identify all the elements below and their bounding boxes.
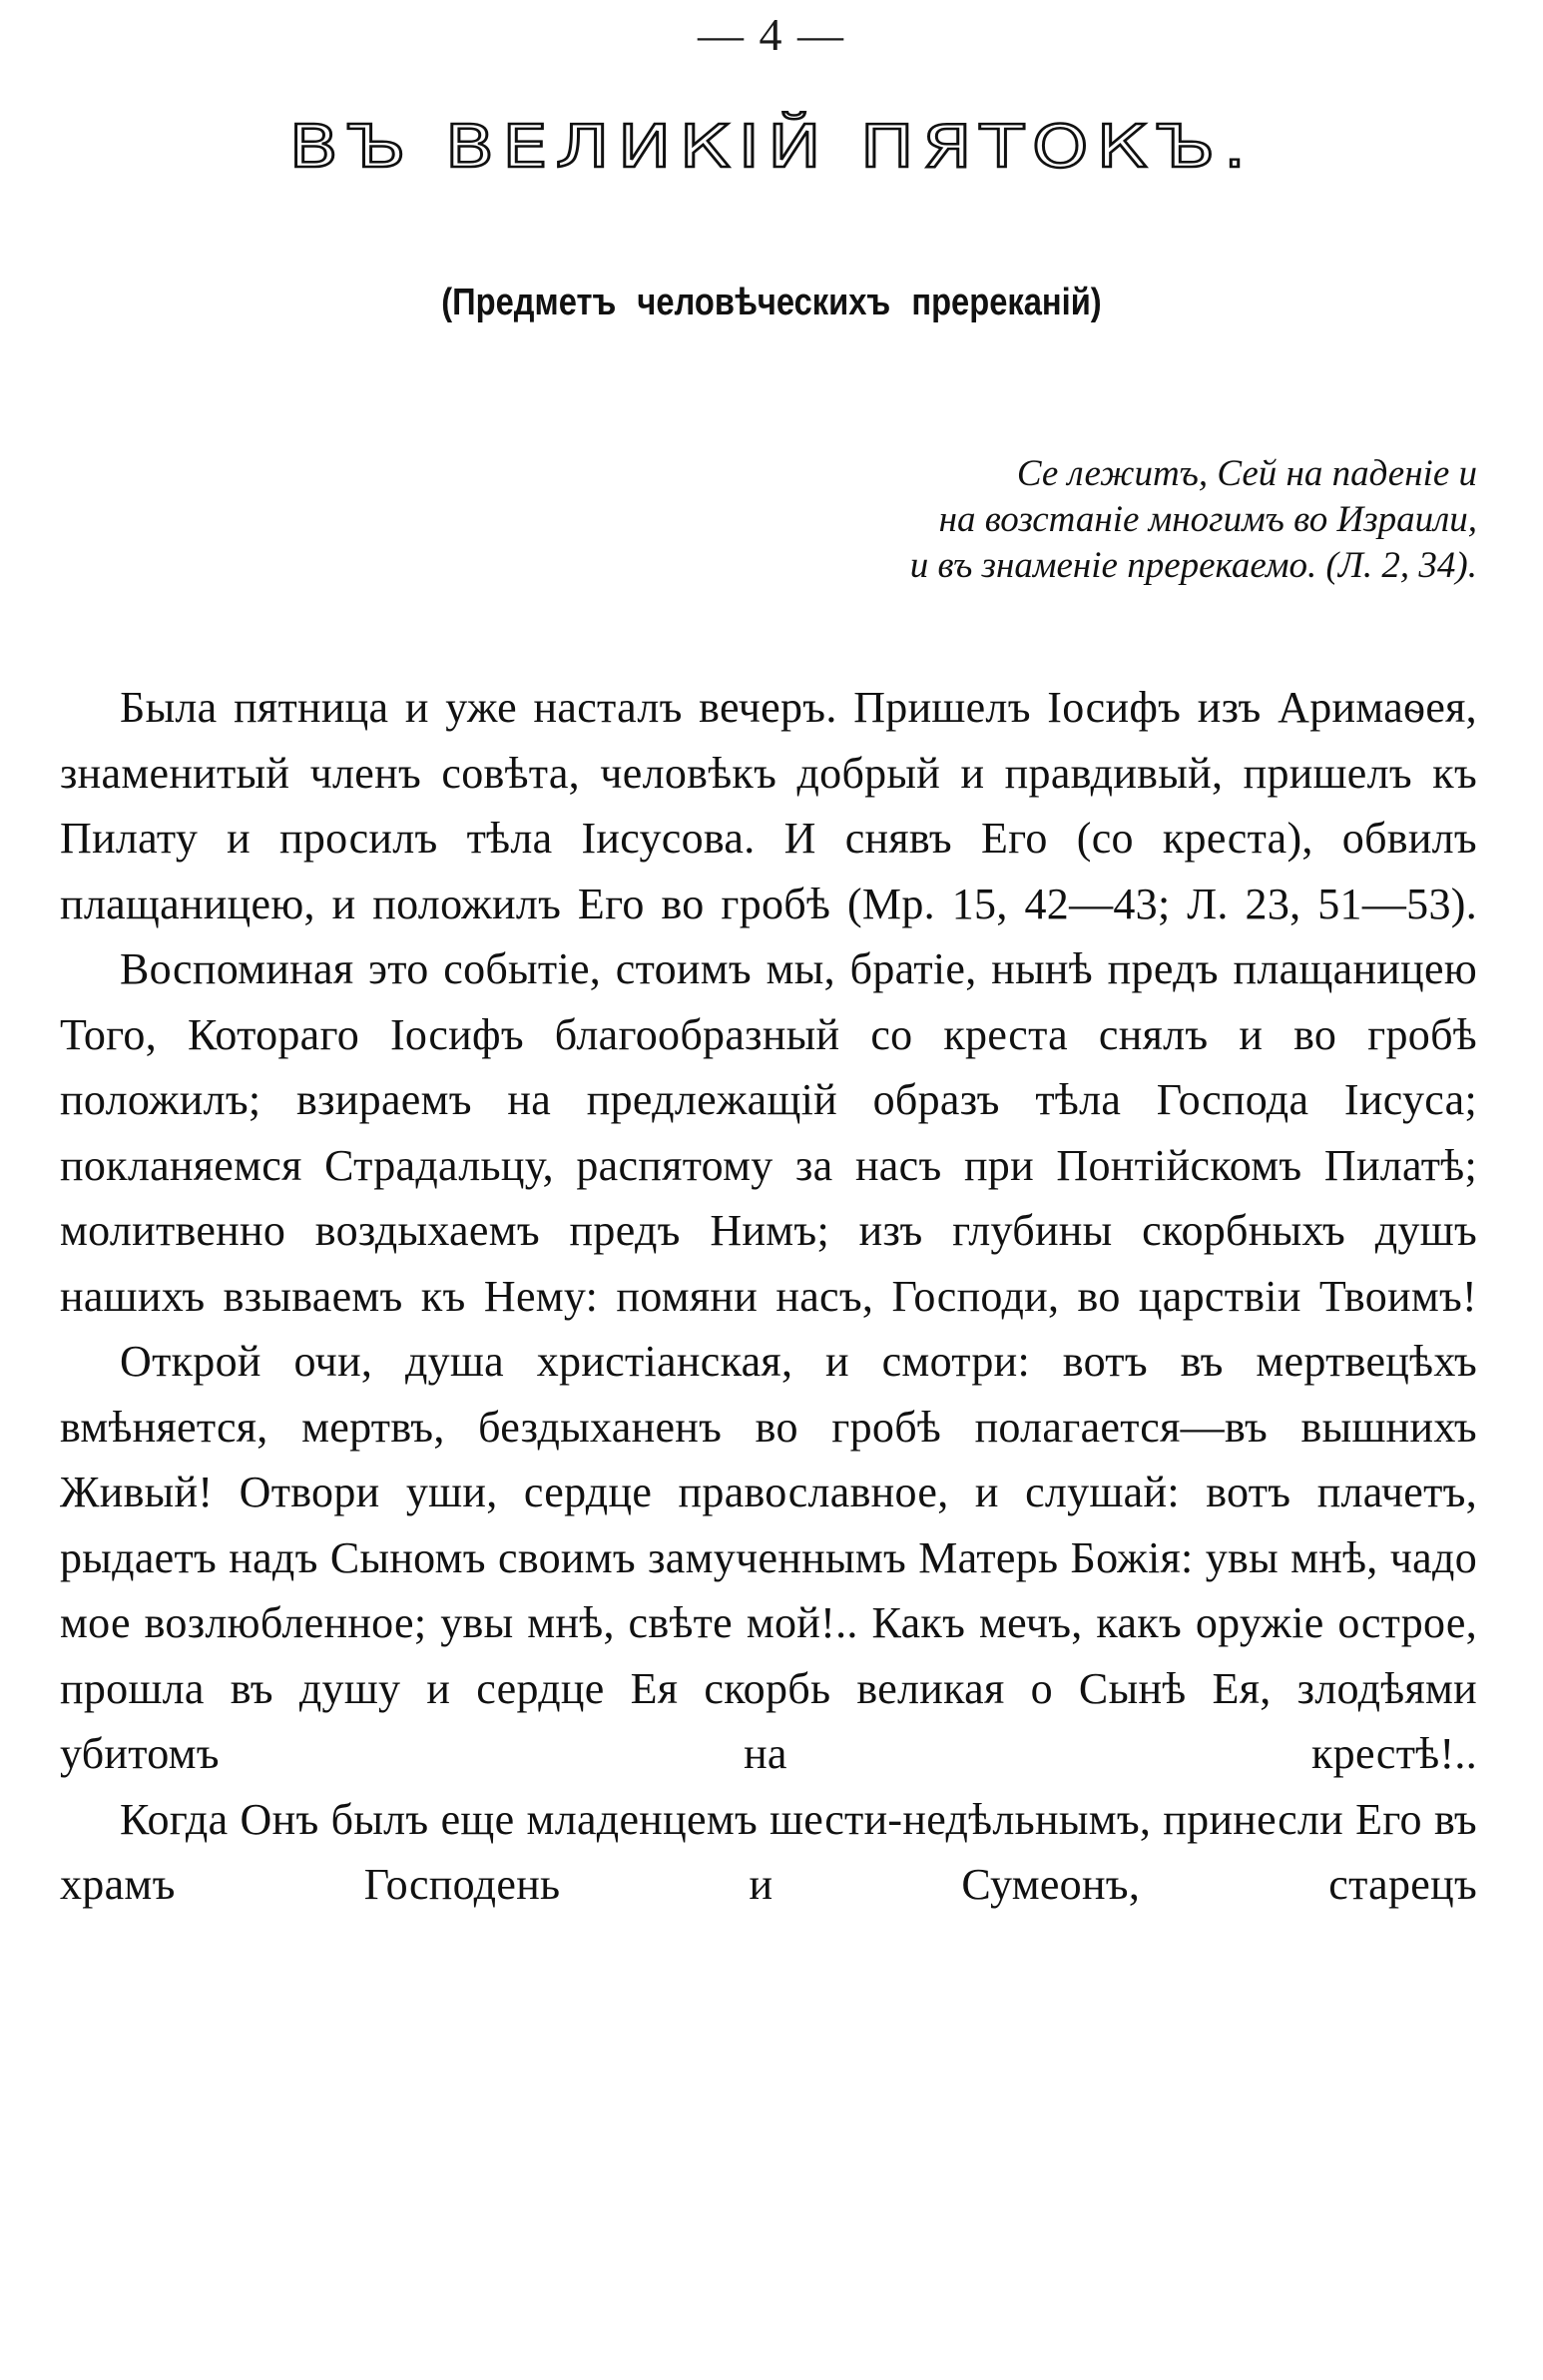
epigraph-line: и въ знаменіе пререкаемо. (Л. 2, 34).	[909, 545, 1477, 586]
epigraph-line: Се лежитъ, Сей на паденіе и	[1016, 453, 1477, 494]
paragraph: Воспоминая это событіе, стоимъ мы, братіе, нынѣ предъ плащаницею Того, Котораго Іосифъ благообразный со креста снялъ и во гробѣ положилъ; взираемъ на предлежащій образъ тѣла Господа Іисуса; покланяемся Страдальцу, распятому за насъ при Понтійскомъ Пилатѣ; молитвенно воздыхаемъ предъ Нимъ; изъ глубины скорбныхъ душъ нашихъ взываемъ къ Нему: помяни насъ, Господи, во царствіи Твоимъ!	[60, 944, 1477, 1321]
page-number: — 4 —	[698, 9, 845, 60]
paragraph: Была пятница и уже насталъ вечеръ. Пришелъ Іосифъ изъ Аримаѳея, знаменитый членъ совѣта, человѣкъ добрый и правдивый, пришелъ къ Пилату и просилъ тѣла Іисусова. И снявъ Его (со креста), обвилъ плащаницею, и положилъ Его во гробѣ (Мр. 15, 42—43; Л. 23, 51—53).	[60, 683, 1477, 928]
chapter-subtitle: (Предметъ человѣческихъ пререканій)	[441, 282, 1102, 323]
body-text	[60, 675, 1477, 1918]
chapter-title: ВЪ ВЕЛИКІЙ ПЯТОКЪ.	[288, 112, 1255, 181]
paragraph: Открой очи, душа христіанская, и смотри: вотъ въ мертвецѣхъ вмѣняется, мертвъ, бездыханенъ во гробѣ полагается—въ вышнихъ Живый! Отвори уши, сердце православное, и слушай: вотъ плачетъ, рыдаетъ надъ Сыномъ своимъ замученнымъ Матерь Божія: увы мнѣ, чадо мое возлюбленное; увы мнѣ, свѣте мой!.. Какъ мечъ, какъ оружіе острое, прошла въ душу и сердце Ея скорбь великая о Сынѣ Ея, злодѣями убитомъ на крестѣ!..	[60, 1337, 1477, 1778]
epigraph-line: на возстаніе многимъ во Израили,	[938, 499, 1477, 540]
epigraph	[719, 451, 1477, 589]
paragraph: Когда Онъ былъ еще младенцемъ шести-недѣльнымъ, принесли Его въ храмъ Господень и Сумеонъ, старецъ	[60, 1794, 1477, 1909]
